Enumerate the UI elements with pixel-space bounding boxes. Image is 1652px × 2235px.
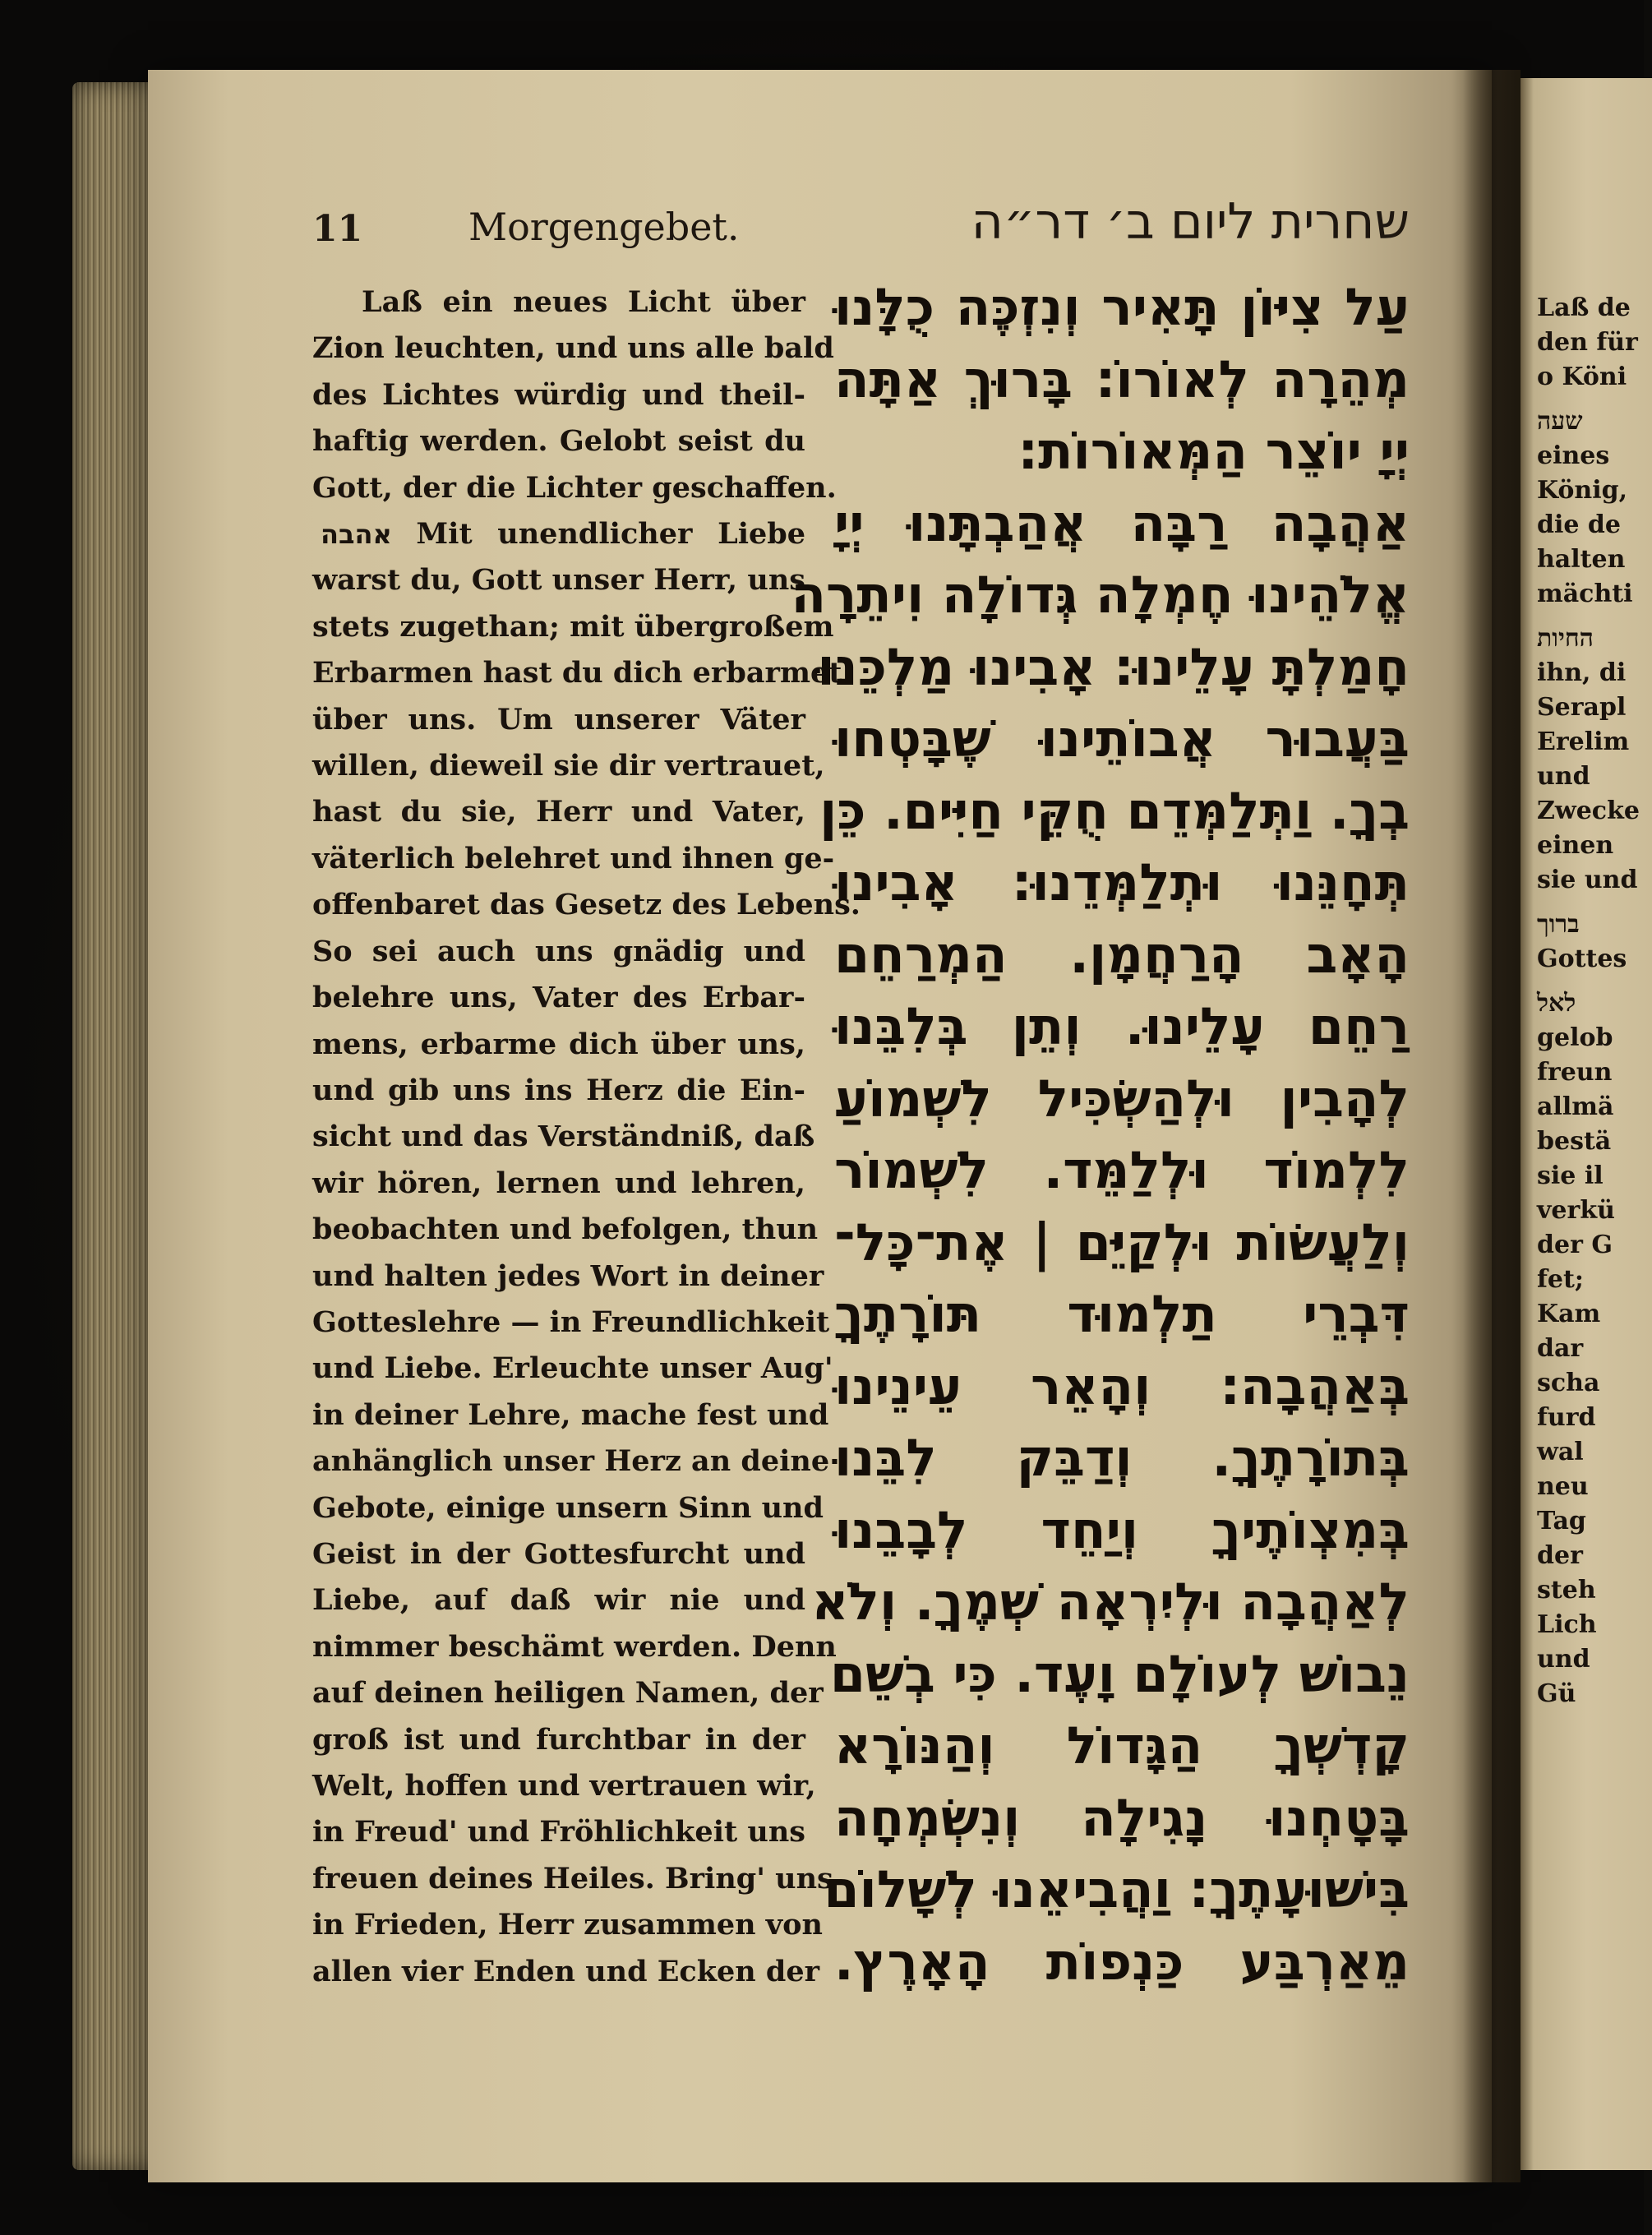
right-page-fragment: der xyxy=(1537,1541,1583,1570)
hebrew-line: נֵבוֹשׁ לְעוֹלָם וָעֶד. כִּי בְשֵׁם xyxy=(829,1643,1410,1704)
right-page-fragment: und xyxy=(1537,762,1590,791)
hebrew-cue-word: אהבה xyxy=(321,519,417,551)
german-line xyxy=(312,1254,824,1300)
right-page-fragment: שעה xyxy=(1537,407,1583,436)
hebrew-line: לְאַהֲבָה וּלְיִרְאָה שְׁמֶךָ. וְלֹא xyxy=(811,1572,1410,1632)
german-line-text: Laß ein neues Licht über xyxy=(362,285,805,319)
right-page-fragment: Lich xyxy=(1537,1610,1597,1639)
right-page-fragment: freun xyxy=(1537,1058,1613,1087)
german-line-text: Liebe, auf daß wir nie und xyxy=(312,1583,805,1618)
german-line-text: belehre uns, Vater des Erbar- xyxy=(312,981,805,1015)
right-page-fragment: neu xyxy=(1537,1472,1589,1501)
german-line-text: und halten jedes Wort in deiner xyxy=(312,1258,824,1293)
right-page-fragment: Erelim xyxy=(1537,727,1630,756)
hebrew-line: חָמַלְתָּ עָלֵינוּ: אָבִינוּ מַלְכֵּנוּ xyxy=(817,636,1410,697)
german-line xyxy=(312,1531,805,1577)
right-page-fragment: furd xyxy=(1537,1403,1596,1432)
german-line xyxy=(312,1902,823,1948)
german-line-text: über uns. Um unserer Väter xyxy=(312,702,805,737)
german-translation-column xyxy=(312,279,861,1995)
right-page-fragment: Gü xyxy=(1537,1679,1576,1708)
german-line xyxy=(312,836,835,882)
german-line xyxy=(312,1485,824,1531)
german-line xyxy=(312,372,805,418)
hebrew-line: לְהָבִין וּלְהַשְׂכִּיל לִשְׁמוֹעַ xyxy=(834,1068,1410,1129)
german-line-text: willen, dieweil sie dir vertrauet, xyxy=(312,749,825,783)
german-line-text: hast du sie, Herr und Vater, xyxy=(312,795,805,829)
german-line-text: So sei auch uns gnädig und xyxy=(312,934,805,968)
german-line-text: in deiner Lehre, mache fest und xyxy=(312,1397,829,1432)
right-page-fragment: ihn, di xyxy=(1537,658,1627,687)
hebrew-line: לִלְמוֹד וּלְלַמֵּד. לִשְׁמוֹר xyxy=(834,1140,1410,1200)
right-page-fragment: eines xyxy=(1537,441,1610,470)
right-page-fragment: sie und xyxy=(1537,866,1638,894)
german-line xyxy=(312,1763,816,1809)
german-line xyxy=(312,975,805,1021)
running-head xyxy=(312,193,1410,267)
german-line-text: Mit unendlicher Liebe xyxy=(416,517,805,552)
german-line xyxy=(312,743,825,789)
hebrew-line: יְיָ יוֹצֵר הַמְּאוֹרוֹת: xyxy=(1018,421,1410,481)
german-line xyxy=(312,1670,824,1716)
german-line-text: in Frieden, Herr zusammen von xyxy=(312,1908,823,1942)
right-page-fragment: den für xyxy=(1537,328,1638,357)
german-line-text: beobachten und befolgen, thun xyxy=(312,1212,819,1247)
german-line xyxy=(312,1392,829,1438)
hebrew-line: רַחֵם עָלֵינוּ. וְתֵן בְּלִבֵּנוּ xyxy=(834,996,1410,1056)
right-page-fragment: der G xyxy=(1537,1231,1613,1259)
german-line-text: Zion leuchten, und uns alle bald xyxy=(312,331,834,366)
german-line xyxy=(312,1022,805,1068)
german-line xyxy=(312,1114,815,1160)
german-line-text: Gotteslehre — in Freundlichkeit xyxy=(312,1305,830,1339)
right-page-fragments xyxy=(1537,292,1648,1712)
german-line-text: mens, erbarme dich über uns, xyxy=(312,1027,805,1061)
right-page-fragment: dar xyxy=(1537,1334,1584,1363)
right-page-fragment: einen xyxy=(1537,831,1614,860)
right-page-fragment: Serapl xyxy=(1537,693,1627,722)
hebrew-line: בַּעֲבוּר אֲבוֹתֵינוּ שֶׁבָּטְחוּ xyxy=(834,709,1410,769)
right-page-fragment: החיות xyxy=(1537,624,1594,653)
german-line-text: warst du, Gott unser Herr, uns xyxy=(312,563,805,598)
right-page-fragment: לאל xyxy=(1537,989,1576,1018)
german-line-text: und Liebe. Erleuchte unser Aug' xyxy=(312,1351,833,1386)
right-page-fragment: steh xyxy=(1537,1576,1596,1605)
german-line-text: anhänglich unser Herz an deine xyxy=(312,1444,830,1479)
right-page-fragment: die de xyxy=(1537,510,1621,539)
german-line xyxy=(312,1809,805,1855)
right-page-fragment: gelob xyxy=(1537,1023,1613,1052)
hebrew-line: דִּבְרֵי תַלְמוּד תּוֹרָתֶךָ xyxy=(834,1284,1410,1344)
german-line xyxy=(312,1577,805,1623)
hebrew-line: בְּמִצְוֹתֶיךָ וְיַחֵד לְבָבֵנוּ xyxy=(834,1499,1410,1560)
right-page-fragment: o Köni xyxy=(1537,362,1627,391)
german-line xyxy=(312,929,805,975)
hebrew-line: בְּאַהֲבָה: וְהָאֵר עֵינֵינוּ xyxy=(834,1355,1410,1416)
german-line xyxy=(312,1717,805,1763)
german-line-text: und gib uns ins Herz die Ein- xyxy=(312,1073,805,1107)
gutter-shadow xyxy=(1463,70,1520,2182)
german-line xyxy=(312,465,837,511)
german-line xyxy=(312,1856,833,1902)
hebrew-line: הָאָב הָרַחֲמָן. הַמְרַחֵם xyxy=(834,924,1410,985)
right-page-fragment: und xyxy=(1537,1645,1590,1674)
german-line-text: Welt, hoffen und vertrauen wir, xyxy=(312,1769,816,1803)
german-line xyxy=(312,326,834,372)
german-line-text: allen vier Enden und Ecken der xyxy=(312,1954,820,1988)
german-line xyxy=(312,1949,820,1995)
right-page-fragment: fet; xyxy=(1537,1265,1584,1294)
hebrew-text-column xyxy=(791,271,1410,1997)
hebrew-line: מֵאַרְבַּע כַּנְפוֹת הָאָרֶץ. xyxy=(834,1931,1410,1992)
german-line xyxy=(312,418,805,464)
german-line-text: offenbaret das Gesetz des Lebens. xyxy=(312,888,861,922)
german-line xyxy=(312,604,834,650)
right-page-fragment: Kam xyxy=(1537,1300,1601,1328)
hebrew-line: תְּחָנֵּנוּ וּתְלַמְּדֵנוּ: אָבִינוּ xyxy=(834,852,1410,912)
running-title-hebrew: שחרית ליום ב׳ דר״ה xyxy=(971,193,1410,251)
german-line xyxy=(312,697,805,743)
german-line-text: nimmer beschämt werden. Denn xyxy=(312,1629,837,1664)
hebrew-line: קָדְשְׁךָ הַגָּדוֹל וְהַנּוֹרָא xyxy=(834,1716,1410,1776)
german-line xyxy=(312,1068,805,1114)
german-line-text: groß ist und furchtbar in der xyxy=(312,1722,805,1757)
german-line-text: wir hören, lernen und lehren, xyxy=(312,1166,805,1200)
german-line xyxy=(312,1161,805,1207)
german-line-text: Erbarmen hast du dich erbarmet xyxy=(312,656,842,690)
german-line xyxy=(312,1624,837,1670)
right-page-fragment: Zwecke xyxy=(1537,797,1640,825)
right-page-fragment: verkü xyxy=(1537,1196,1615,1225)
right-page-fragment: scha xyxy=(1537,1369,1600,1397)
german-line xyxy=(312,1346,833,1392)
german-line-text: auf deinen heiligen Namen, der xyxy=(312,1676,824,1711)
german-line-text: sicht und das Verständniß, daß xyxy=(312,1120,815,1154)
german-line-text: Gebote, einige unsern Sinn und xyxy=(312,1490,824,1525)
german-line-text: haftig werden. Gelobt seist du xyxy=(312,424,805,459)
hebrew-line: בְּתוֹרָתֶךָ. וְדַבֵּק לִבֵּנוּ xyxy=(834,1428,1410,1488)
right-page-fragment: halten xyxy=(1537,545,1626,574)
german-line xyxy=(312,650,842,696)
german-line xyxy=(312,511,805,557)
hebrew-line: אַהֲבָה רַבָּה אֲהַבְתָּנוּ יְיָ xyxy=(834,492,1410,553)
page-number: 11 xyxy=(312,208,363,250)
german-line xyxy=(312,882,861,928)
german-line-text: Geist in der Gottesfurcht und xyxy=(312,1536,805,1571)
german-line xyxy=(312,557,805,603)
right-page-fragment: mächti xyxy=(1537,580,1633,608)
german-line xyxy=(312,1300,830,1346)
right-page-fragment: Laß de xyxy=(1537,293,1631,322)
hebrew-line: אֱלֹהֵינוּ חֶמְלָה גְּדוֹלָה וִיתֵרָה xyxy=(791,565,1410,625)
right-page-fragment: sie il xyxy=(1537,1161,1604,1190)
german-line xyxy=(312,279,805,326)
hebrew-line: וְלַעֲשׂוֹת וּלְקַיֵּם | אֶת־כָּל־ xyxy=(834,1212,1410,1272)
hebrew-line: בָּטָחְנוּ נָגִילָה וְנִשְׂמְחָה xyxy=(834,1787,1410,1848)
german-line-text: in Freud' und Fröhlichkeit uns xyxy=(312,1815,805,1849)
hebrew-line: בְךָ. וַתְּלַמְּדֵם חֻקֵּי חַיִּים. כֵּן xyxy=(819,780,1410,841)
hebrew-line: עַל צִיּוֹן תָּאִיר וְנִזְכֶּה כֻלָּנוּ xyxy=(834,277,1410,337)
right-page-fragment: wal xyxy=(1537,1438,1584,1466)
hebrew-line: מְהֵרָה לְאוֹרוֹ: בָּרוּךְ אַתָּה xyxy=(834,349,1410,409)
hebrew-line: בִּישׁוּעָתֶךָ: וַהֲבִיאֵנוּ לְשָׁלוֹם xyxy=(824,1859,1410,1919)
right-page-fragment: König, xyxy=(1537,476,1628,505)
right-page-fragment: allmä xyxy=(1537,1092,1614,1121)
right-page-fragment: Gottes xyxy=(1537,944,1627,973)
right-page-fragment: ברוך xyxy=(1537,910,1580,939)
german-line-text: väterlich belehret und ihnen ge- xyxy=(312,841,835,875)
german-line-text: stets zugethan; mit übergroßem xyxy=(312,609,834,644)
running-title-german: Morgengebet. xyxy=(468,205,740,249)
german-line-text: freuen deines Heiles. Bring' uns xyxy=(312,1861,833,1896)
german-line xyxy=(312,1207,819,1253)
german-line xyxy=(312,789,805,835)
german-line xyxy=(312,1438,830,1485)
german-line-text: des Lichtes würdig und theil- xyxy=(312,377,805,412)
german-line-text: Gott, der die Lichter geschaffen. xyxy=(312,470,837,505)
right-page-fragment: bestä xyxy=(1537,1127,1612,1156)
right-page-fragment: Tag xyxy=(1537,1507,1586,1535)
